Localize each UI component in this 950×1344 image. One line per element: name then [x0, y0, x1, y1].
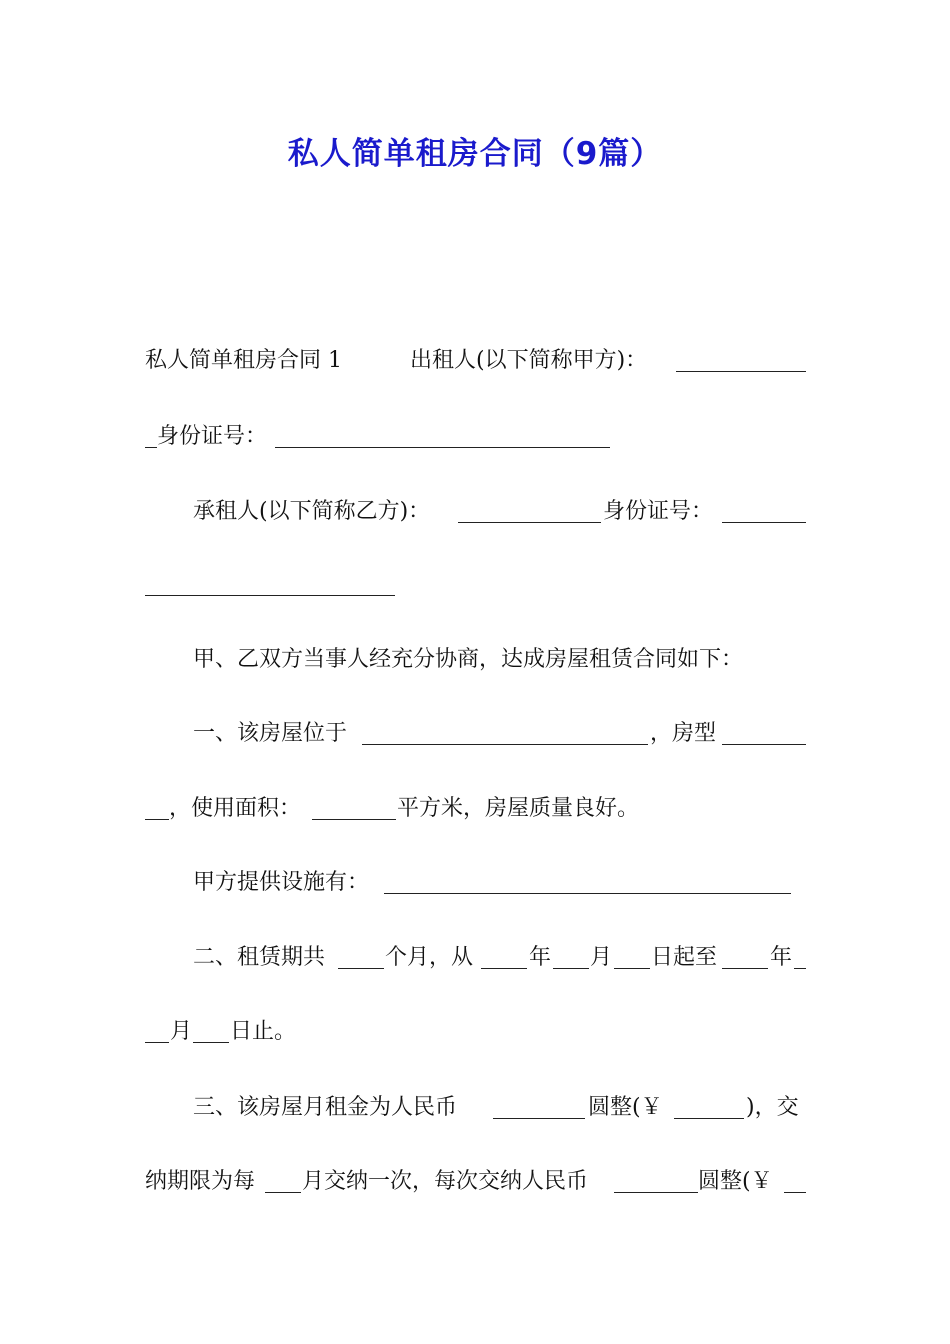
monthly-rent-words-blank[interactable] — [493, 1118, 585, 1119]
lessor-name-blank[interactable] — [676, 371, 806, 372]
start-month-text: 月 — [590, 945, 613, 970]
lessor-name-blank-cont[interactable] — [145, 447, 157, 448]
rent-yuan-text: 圆整(￥ — [588, 1095, 663, 1120]
document-title: 私人简单租房合同（9篇） — [287, 136, 663, 172]
start-year-blank[interactable] — [481, 968, 527, 969]
lessee-label: 承租人(以下简称乙方)： — [193, 499, 431, 524]
usable-area-label: ，使用面积： — [169, 796, 302, 821]
house-type-blank-cont[interactable] — [145, 819, 169, 820]
house-type-blank[interactable] — [722, 744, 806, 745]
contract-heading-1: 私人简单租房合同 1 — [145, 348, 342, 373]
facilities-label: 甲方提供设施有： — [193, 870, 370, 895]
start-year-text: 年 — [529, 945, 552, 970]
payment-words-blank[interactable] — [614, 1192, 698, 1193]
end-month-blank-cont[interactable] — [145, 1042, 169, 1043]
end-month-blank[interactable] — [794, 968, 806, 969]
house-type-label: ，房型 — [650, 721, 717, 746]
end-year-blank[interactable] — [722, 968, 768, 969]
end-day-blank[interactable] — [193, 1042, 229, 1043]
lessor-id-label: 身份证号： — [157, 424, 268, 449]
monthly-rent-amount-blank[interactable] — [674, 1118, 744, 1119]
payment-amount-label: 月交纳一次，每次交纳人民币 — [302, 1169, 589, 1194]
area-unit-text: 平方米，房屋质量良好。 — [397, 796, 640, 821]
clause-1-location-label: 一、该房屋位于 — [193, 721, 348, 746]
end-year-text: 年 — [770, 945, 793, 970]
lessee-name-blank[interactable] — [458, 522, 601, 523]
lessor-label: 出租人(以下简称甲方)： — [410, 348, 648, 373]
lessor-id-blank[interactable] — [275, 447, 610, 448]
usable-area-blank[interactable] — [312, 819, 396, 820]
lessee-id-blank-cont[interactable] — [145, 595, 395, 596]
lessee-id-label: 身份证号： — [603, 499, 714, 524]
agreement-intro: 甲、乙双方当事人经充分协商，达成房屋租赁合同如下： — [193, 647, 744, 672]
lease-months-blank[interactable] — [338, 968, 384, 969]
payment-period-blank[interactable] — [265, 1192, 301, 1193]
payment-period-label: 纳期限为每 — [145, 1169, 256, 1194]
facilities-blank[interactable] — [384, 893, 791, 894]
house-location-blank[interactable] — [362, 744, 648, 745]
start-day-to-text: 日起至 — [651, 945, 718, 970]
lessee-id-blank[interactable] — [722, 522, 806, 523]
clause-2-term-label: 二、租赁期共 — [193, 945, 326, 970]
payment-amount-blank[interactable] — [784, 1192, 806, 1193]
end-day-text: 日止。 — [230, 1019, 297, 1044]
end-month-text: 月 — [170, 1019, 193, 1044]
payment-yuan-text: 圆整(￥ — [698, 1169, 773, 1194]
rent-close-text: )，交 — [746, 1095, 799, 1120]
clause-3-rent-label: 三、该房屋月租金为人民币 — [193, 1095, 458, 1120]
start-month-blank[interactable] — [553, 968, 589, 969]
months-from-text: 个月，从 — [385, 945, 474, 970]
start-day-blank[interactable] — [614, 968, 650, 969]
